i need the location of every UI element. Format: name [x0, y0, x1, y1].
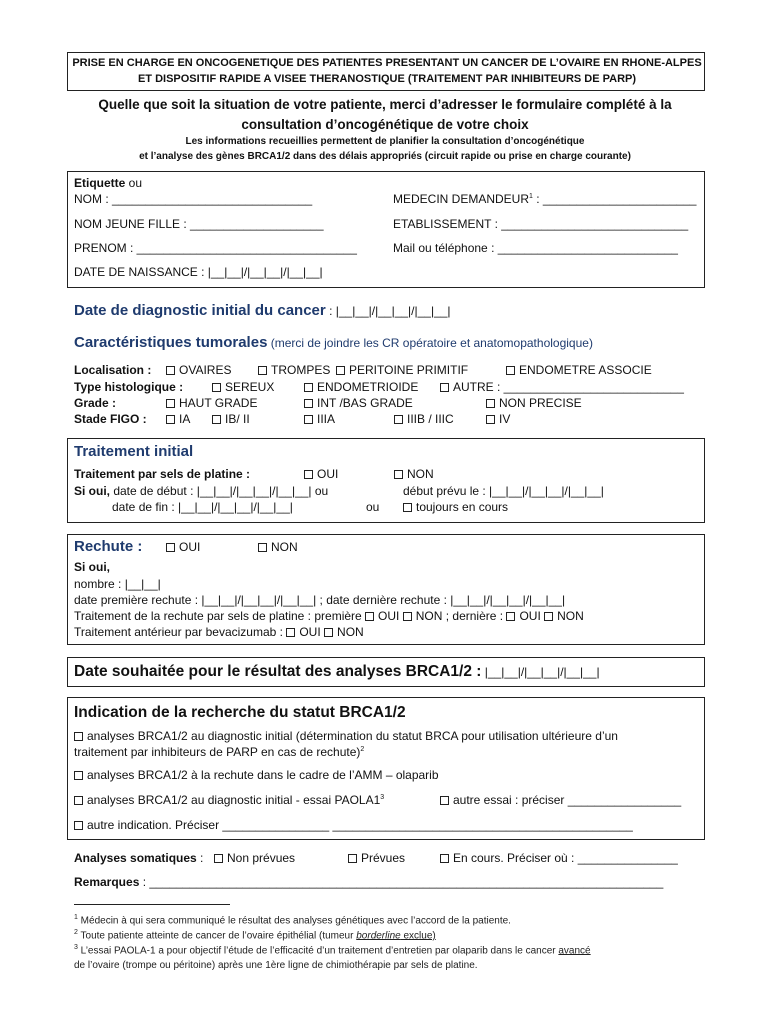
fin-ou: ou — [366, 500, 380, 514]
platine-non[interactable]: NON — [394, 467, 434, 481]
indication-opt1[interactable]: analyses BRCA1/2 au diagnostic initial (détermination du statut BRCA pour utilisation ultérieure d’un — [74, 729, 618, 743]
checkbox-icon[interactable] — [304, 383, 313, 392]
checkbox-icon[interactable] — [324, 628, 333, 637]
checkbox-icon[interactable] — [394, 415, 403, 424]
grade-non-precise[interactable]: NON PRECISE — [486, 396, 582, 410]
checkbox-icon[interactable] — [214, 854, 223, 863]
platine-label: Traitement par sels de platine : — [74, 467, 251, 481]
footnote-3: $^3$ L’essai PAOLA-1 a pour objectif l’étude de l’efficacité d’un traitement d’entretien par olaparib dans le cancer avancé — [74, 944, 591, 957]
somatiques-en-cours[interactable]: En cours. Préciser où : _______________ — [440, 851, 678, 865]
somatiques-prevues[interactable]: Prévues — [348, 851, 405, 865]
grade-label: Grade : — [74, 396, 117, 410]
platine-oui[interactable]: OUI — [304, 467, 338, 481]
rechute-dates[interactable]: date première rechute : |__|__|/|__|__|/|__|__| ; date dernière rechute : |__|__|/|__|__|/|__|__| — [74, 593, 566, 607]
checkbox-icon[interactable] — [212, 383, 221, 392]
localisation-label: Localisation : — [74, 363, 152, 377]
remarques-field[interactable]: Remarques : _____________________________________________________________________________ — [74, 875, 664, 889]
info-line-1: Les informations recueillies permettent de planifier la consultation d’oncogénétique — [185, 136, 585, 147]
checkbox-icon[interactable] — [166, 399, 175, 408]
title-line-1: PRISE EN CHARGE EN ONCOGENETIQUE DES PATIENTES PRESENTANT UN CANCER DE L’OVAIRE EN RHONE-ALPES — [72, 57, 702, 69]
figo-iiia[interactable]: IIIA — [304, 412, 335, 426]
rechute-title: Rechute : — [74, 538, 143, 555]
rechute-nombre[interactable]: nombre : |__|__| — [74, 577, 161, 591]
figo-label: Stade FIGO : — [74, 412, 147, 426]
diagnostic-date-row[interactable] — [74, 302, 451, 320]
nom-jeune-fille-field[interactable]: NOM JEUNE FILLE : ____________________ — [74, 217, 324, 231]
indication-opt1-cont: traitement par inhibiteurs de PARP en cas de rechute)$^2$ — [74, 745, 365, 759]
checkbox-icon[interactable] — [74, 771, 83, 780]
grade-haut[interactable]: HAUT GRADE — [166, 396, 257, 410]
checkbox-icon[interactable] — [286, 628, 295, 637]
diagnostic-value: : |__|__|/|__|__|/|__|__| — [325, 304, 451, 318]
checkbox-icon[interactable] — [403, 612, 412, 621]
histo-label: Type histologique : — [74, 380, 184, 394]
rechute-non[interactable]: NON — [258, 540, 298, 554]
date-fin-field[interactable]: date de fin : |__|__|/|__|__|/|__|__| — [112, 500, 293, 514]
figo-ib[interactable]: IB/ II — [212, 412, 250, 426]
somatiques-non-prevues[interactable]: Non prévues — [214, 851, 295, 865]
diagnostic-label: Date de diagnostic initial du cancer — [74, 302, 326, 319]
checkbox-icon[interactable] — [440, 796, 449, 805]
checkbox-icon[interactable] — [74, 821, 83, 830]
checkbox-icon[interactable] — [544, 612, 553, 621]
histo-sereux[interactable]: SEREUX — [212, 380, 274, 394]
somatiques-label: Analyses somatiques : — [74, 851, 204, 865]
loc-peritoine[interactable]: PERITOINE PRIMITIF — [336, 363, 468, 377]
checkbox-icon[interactable] — [258, 543, 267, 552]
date-debut-field[interactable]: Si oui, date de début : |__|__|/|__|__|/|__|__| ou — [74, 484, 329, 498]
histo-endometrioide[interactable]: ENDOMETRIOIDE — [304, 380, 418, 394]
etiquette-label: Etiquette ou — [74, 176, 143, 190]
checkbox-icon[interactable] — [166, 366, 175, 375]
rechute-si-oui: Si oui, — [74, 560, 110, 574]
checkbox-icon[interactable] — [212, 415, 221, 424]
checkbox-icon[interactable] — [166, 415, 175, 424]
title-line-2: ET DISPOSITIF RAPIDE A VISEE THERANOSTIQUE (TRAITEMENT PAR INHIBITEURS DE PARP) — [137, 73, 637, 85]
grade-int[interactable]: INT /BAS GRADE — [304, 396, 413, 410]
loc-endometre[interactable]: ENDOMETRE ASSOCIE — [506, 363, 652, 377]
date-naissance-field[interactable]: DATE DE NAISSANCE : |__|__|/|__|__|/|__|__| — [74, 265, 323, 279]
instruction-line-1: Quelle que soit la situation de votre patiente, merci d’adresser le formulaire complété à la — [98, 97, 672, 112]
footnote-divider — [74, 904, 230, 905]
title-box — [67, 52, 705, 91]
medecin-field[interactable]: MEDECIN DEMANDEUR$^1$ : _______________________ — [393, 192, 697, 206]
rechute-oui[interactable]: OUI — [166, 540, 200, 554]
indication-opt3[interactable]: analyses BRCA1/2 au diagnostic initial - essai $PAOLA1^3$ — [74, 793, 384, 807]
rechute-bevacizumab[interactable]: Traitement antérieur par bevacizumab : OUI NON — [74, 625, 364, 639]
rechute-platine[interactable]: Traitement de la rechute par sels de platine : première OUI NON ; dernière : OUI NON — [74, 609, 584, 623]
checkbox-icon[interactable] — [506, 366, 515, 375]
checkbox-icon[interactable] — [394, 470, 403, 479]
indication-title: Indication de la recherche du statut BRCA1/2 — [74, 704, 406, 721]
checkbox-icon[interactable] — [348, 854, 357, 863]
footnote-2: $^2$ Toute patiente atteinte de cancer de l’ovaire épithélial (tumeur borderline exclue) — [74, 929, 436, 942]
checkbox-icon[interactable] — [166, 543, 175, 552]
checkbox-icon[interactable] — [403, 503, 412, 512]
checkbox-icon[interactable] — [486, 415, 495, 424]
checkbox-icon[interactable] — [258, 366, 267, 375]
traitement-title: Traitement initial — [74, 443, 194, 460]
loc-trompes[interactable]: TROMPES — [258, 363, 330, 377]
loc-ovaires[interactable]: OVAIRES — [166, 363, 231, 377]
indication-opt2[interactable]: analyses BRCA1/2 à la rechute dans le cadre de l’AMM – olaparib — [74, 768, 439, 782]
histo-autre[interactable]: AUTRE : ___________________________ — [440, 380, 684, 394]
nom-field[interactable]: NOM : ______________________________ — [74, 192, 313, 206]
checkbox-icon[interactable] — [304, 399, 313, 408]
caracteristiques-heading: Caractéristiques tumorales (merci de joindre les CR opératoire et anatomopathologique) — [74, 334, 593, 351]
info-line-2: et l’analyse des gènes BRCA1/2 dans des délais appropriés (circuit rapide ou prise en charge courante) — [139, 151, 631, 162]
checkbox-icon[interactable] — [486, 399, 495, 408]
toujours-en-cours[interactable]: toujours en cours — [403, 500, 508, 514]
indication-opt4[interactable]: autre essai : préciser _________________ — [440, 793, 681, 807]
instruction-line-2: consultation d’oncogénétique de votre choix — [241, 117, 529, 132]
figo-iv[interactable]: IV — [486, 412, 510, 426]
indication-opt5[interactable]: autre indication. Préciser ________________ _____________________________________________ — [74, 818, 633, 832]
footnote-1: $^1$ Médecin à qui sera communiqué le résultat des analyses génétiques avec l’accord de la patiente. — [74, 914, 511, 927]
footnote-3-cont: de l’ovaire (trompe ou péritoine) après une 1ère ligne de chimiothérapie par sels de platine. — [74, 960, 478, 971]
checkbox-icon[interactable] — [365, 612, 374, 621]
checkbox-icon[interactable] — [304, 470, 313, 479]
prenom-field[interactable]: PRENOM : _________________________________ — [74, 241, 357, 255]
checkbox-icon[interactable] — [304, 415, 313, 424]
mail-field[interactable]: Mail ou téléphone : ___________________________ — [393, 241, 678, 255]
figo-iiib[interactable]: IIIB / IIIC — [394, 412, 454, 426]
checkbox-icon[interactable] — [74, 796, 83, 805]
checkbox-icon[interactable] — [506, 612, 515, 621]
checkbox-icon[interactable] — [336, 366, 345, 375]
figo-ia[interactable]: IA — [166, 412, 190, 426]
debut-prevu-field[interactable]: début prévu le : |__|__|/|__|__|/|__|__| — [403, 484, 604, 498]
checkbox-icon[interactable] — [440, 383, 449, 392]
checkbox-icon[interactable] — [74, 732, 83, 741]
etablissement-field[interactable]: ETABLISSEMENT : ____________________________ — [393, 217, 689, 231]
checkbox-icon[interactable] — [440, 854, 449, 863]
date-souhaitee-row[interactable]: Date souhaitée pour le résultat des analyses BRCA1/2 : |__|__|/|__|__|/|__|__| — [74, 663, 600, 680]
